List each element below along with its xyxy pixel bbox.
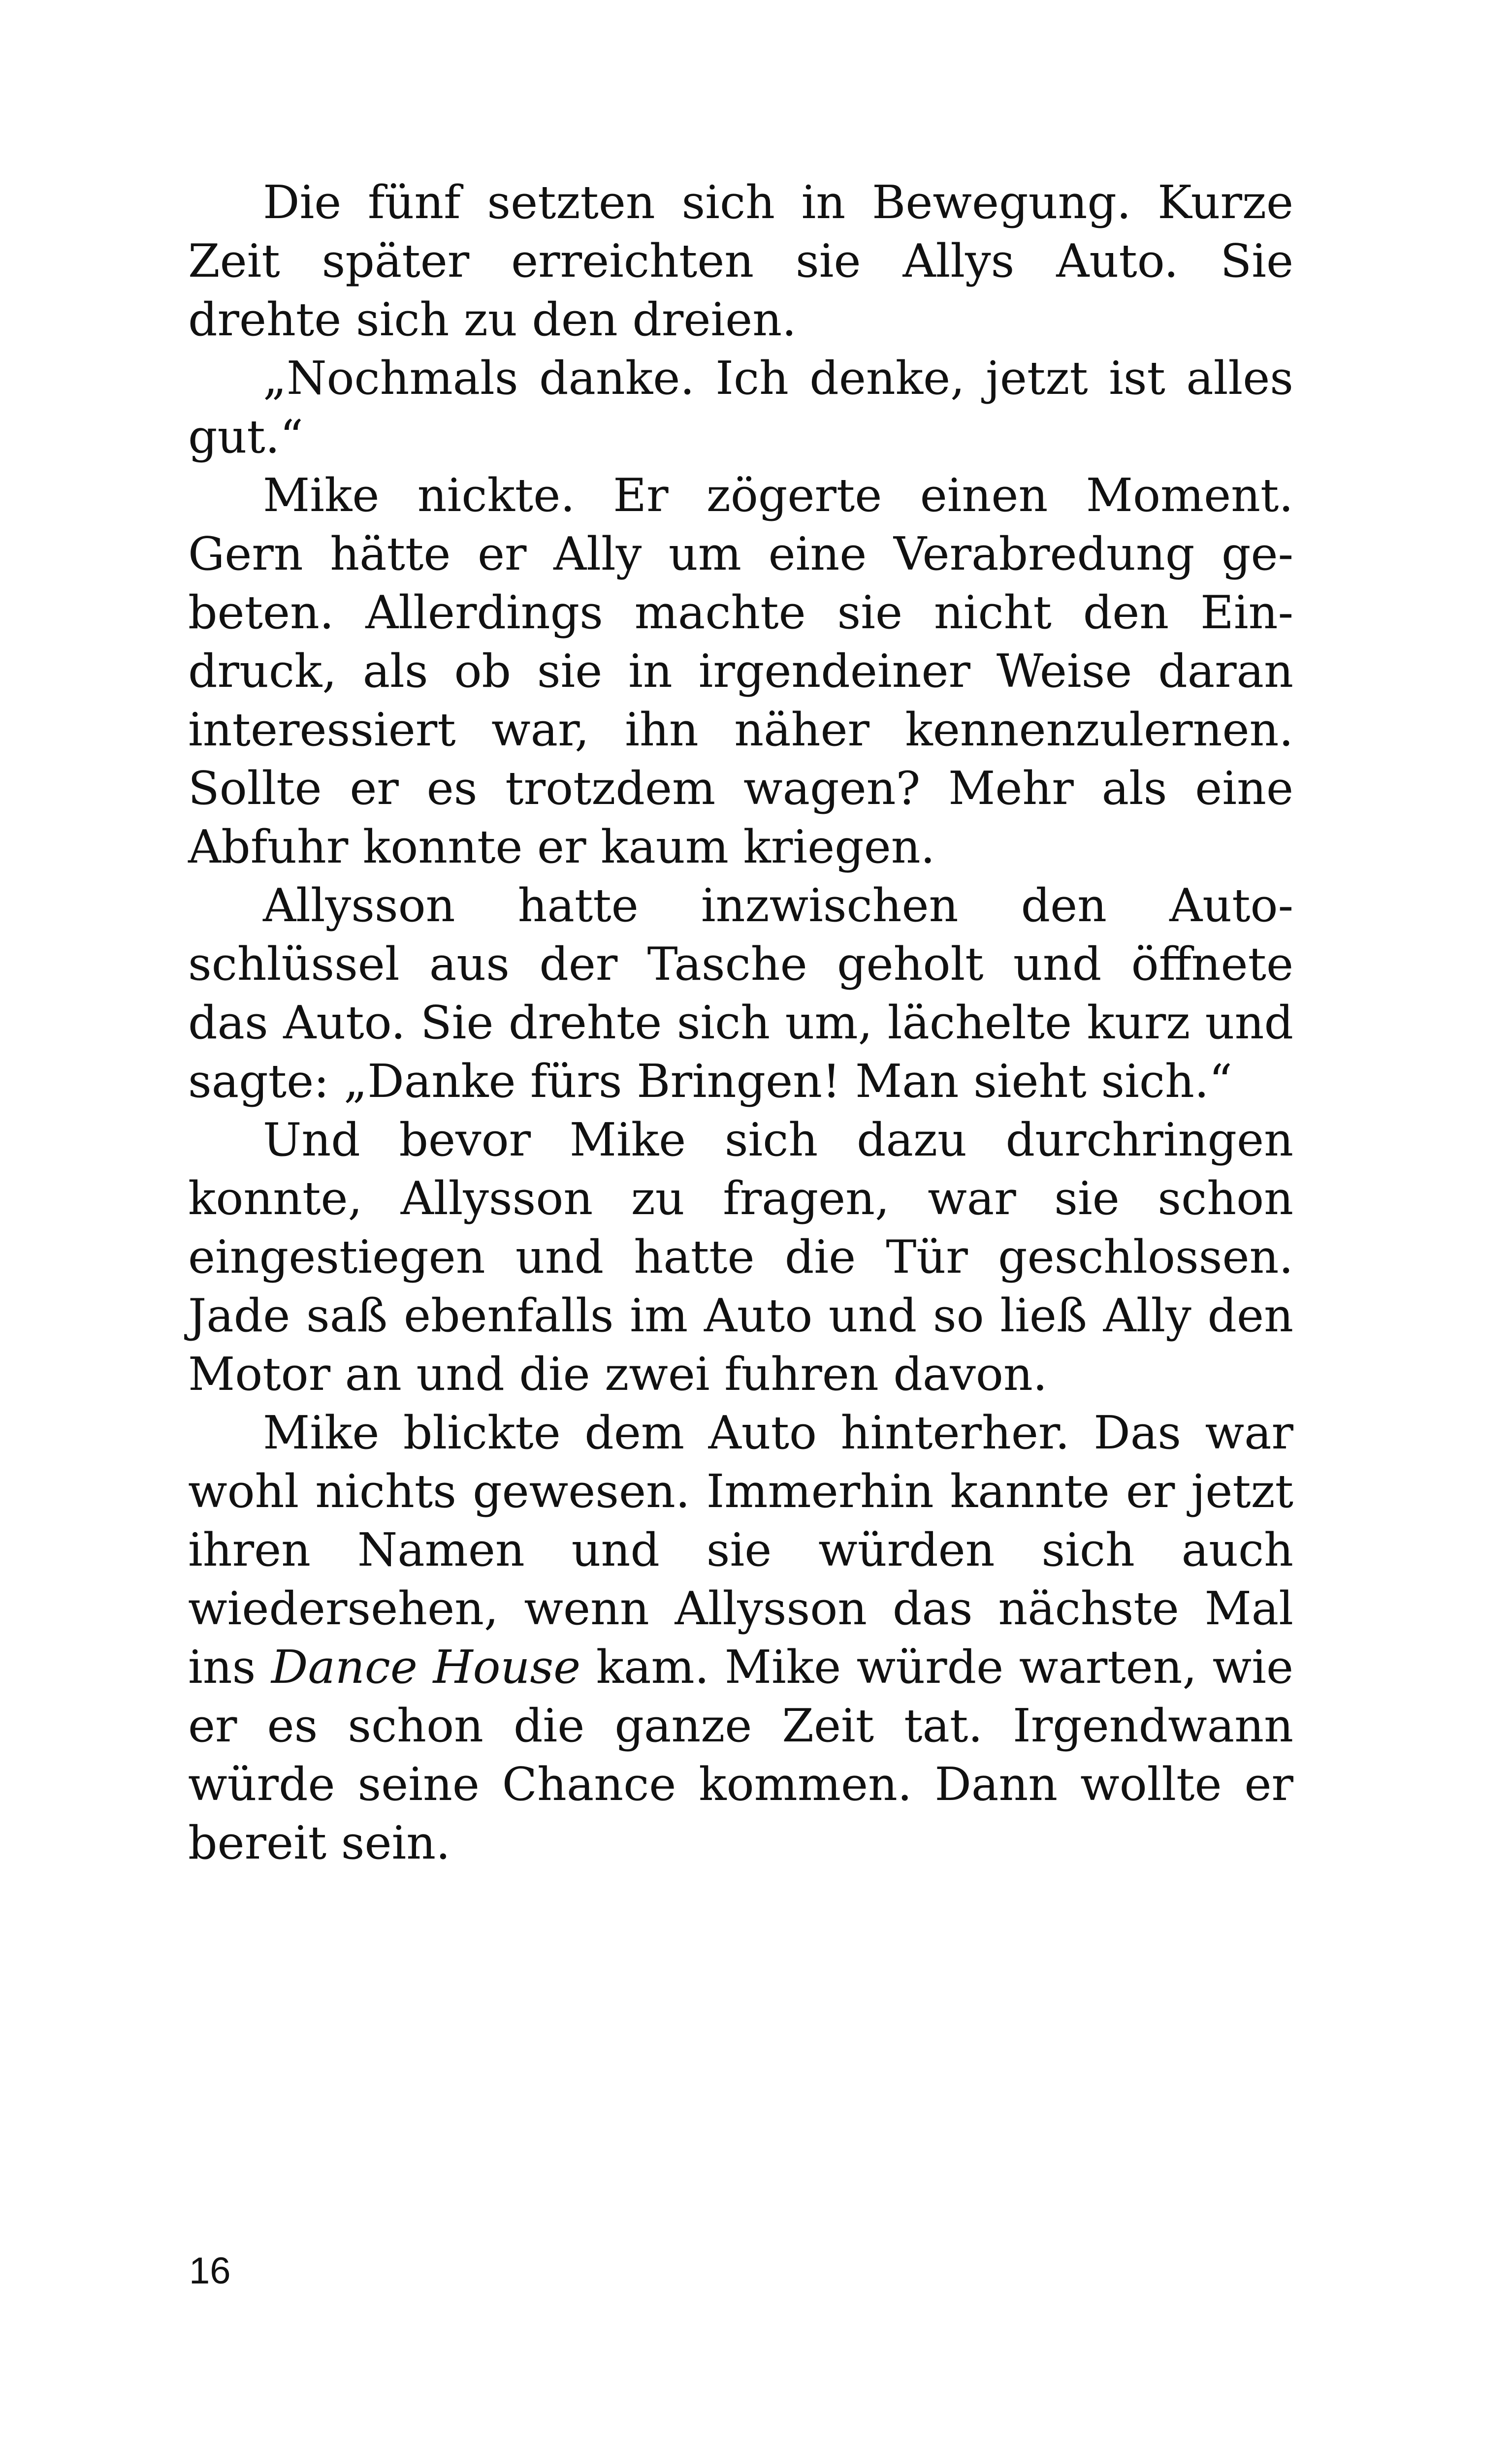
page-number: 16 [189, 2250, 231, 2292]
venue-name-italic: Dance House [271, 1640, 581, 1694]
body-text [188, 173, 1293, 1872]
paragraph-1: Die fünf setzten sich in Bewegung. Kurze Zeit später erreichten sie Allys Auto. Sie drehte sich zu den dreien. [188, 176, 1293, 346]
paragraph-6 [188, 1404, 1293, 1872]
paragraph-6-text-before: Mike blickte dem Auto hinterher. Das war wohl nichts gewesen. Immerhin kannte er jetzt ihren Namen und sie würden sich auch wiedersehen, wenn Allysson das nächste Mal ins [188, 1406, 1293, 1694]
paragraph-4: Allysson hatte inzwischen den Autoschlüssel aus der Tasche geholt und öffnete das Auto. Sie drehte sich um, lächelte kurz und sagte: „Danke fürs Bringen! Man sieht sich.“ [188, 879, 1293, 1108]
paragraph-6-text-after: kam. Mike würde warten, wie er es schon die ganze Zeit tat. Irgendwann würde seine Chance kommen. Dann wollte er bereit sein. [188, 1640, 1293, 1869]
paragraph-3: Mike nickte. Er zögerte einen Moment. Gern hätte er Ally um eine Verabredung gebeten. Allerdings machte sie nicht den Eindruck, als ob sie in irgendeiner Weise daran interessiert war, ihn näher kennenzulernen. Sollte er es trotzdem wagen? Mehr als eine Abfuhr konnte er kaum kriegen. [188, 469, 1293, 873]
paragraph-2: „Nochmals danke. Ich denke, jetzt ist alles gut.“ [188, 352, 1293, 463]
paragraph-5: Und bevor Mike sich dazu durchringen konnte, Allysson zu fragen, war sie schon eingestiegen und hatte die Tür geschlossen. Jade saß ebenfalls im Auto und so ließ Ally den Motor an und die zwei fuhren davon. [188, 1113, 1293, 1401]
